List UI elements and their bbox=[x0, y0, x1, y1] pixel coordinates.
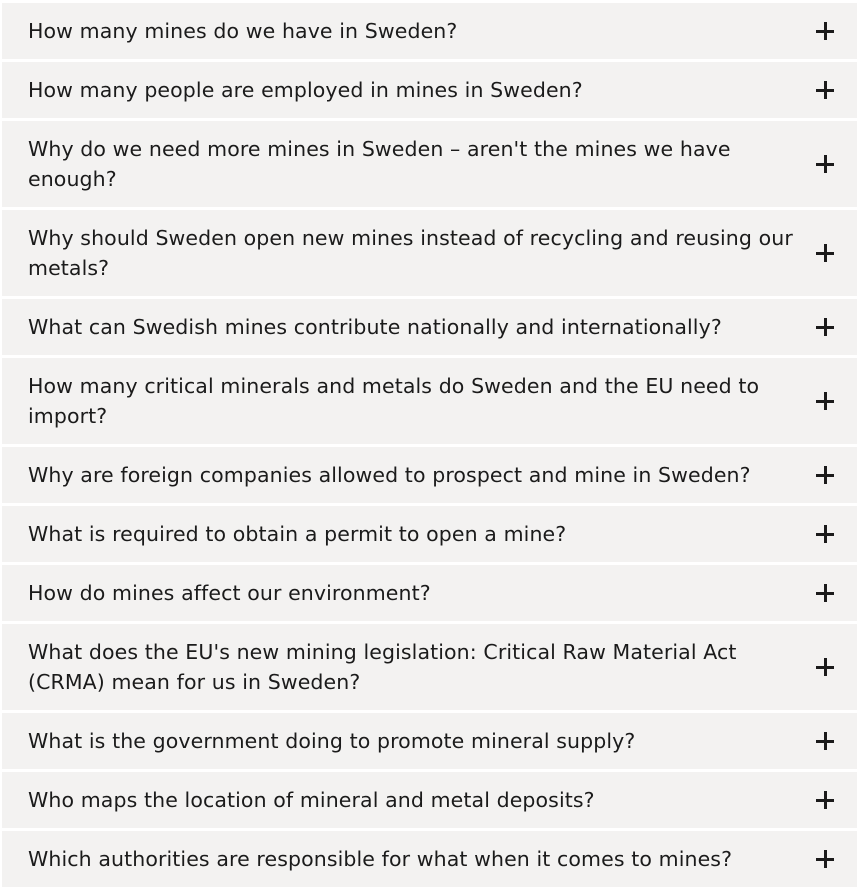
faq-question: Why should Sweden open new mines instead of recycling and reusing our metals? bbox=[28, 226, 793, 280]
faq-item-mine-count[interactable] bbox=[2, 3, 857, 59]
faq-question: How many critical minerals and metals do Sweden and the EU need to import? bbox=[28, 374, 760, 428]
plus-icon[interactable] bbox=[815, 465, 835, 485]
faq-question: What is the government doing to promote mineral supply? bbox=[28, 729, 636, 753]
faq-question: Why do we need more mines in Sweden – aren't the mines we have enough? bbox=[28, 137, 731, 191]
faq-item-mapping[interactable] bbox=[2, 772, 857, 828]
plus-icon[interactable] bbox=[815, 731, 835, 751]
faq-item-employment[interactable] bbox=[2, 62, 857, 118]
plus-icon[interactable] bbox=[815, 154, 835, 174]
faq-question: Why are foreign companies allowed to prospect and mine in Sweden? bbox=[28, 463, 751, 487]
faq-question: What is required to obtain a permit to open a mine? bbox=[28, 522, 567, 546]
faq-question: What can Swedish mines contribute nationally and internationally? bbox=[28, 315, 722, 339]
plus-icon[interactable] bbox=[815, 21, 835, 41]
plus-icon[interactable] bbox=[815, 657, 835, 677]
faq-item-crma[interactable] bbox=[2, 624, 857, 710]
plus-icon[interactable] bbox=[815, 790, 835, 810]
plus-icon[interactable] bbox=[815, 243, 835, 263]
faq-item-contribution[interactable] bbox=[2, 299, 857, 355]
faq-accordion bbox=[2, 3, 857, 887]
faq-item-environment[interactable] bbox=[2, 565, 857, 621]
faq-item-critical-minerals[interactable] bbox=[2, 358, 857, 444]
plus-icon[interactable] bbox=[815, 524, 835, 544]
plus-icon[interactable] bbox=[815, 317, 835, 337]
faq-question: Who maps the location of mineral and metal deposits? bbox=[28, 788, 595, 812]
faq-item-recycling[interactable] bbox=[2, 210, 857, 296]
faq-item-permit[interactable] bbox=[2, 506, 857, 562]
faq-item-need-more-mines[interactable] bbox=[2, 121, 857, 207]
plus-icon[interactable] bbox=[815, 80, 835, 100]
faq-item-authorities[interactable] bbox=[2, 831, 857, 887]
faq-question: How many people are employed in mines in Sweden? bbox=[28, 78, 583, 102]
faq-item-government[interactable] bbox=[2, 713, 857, 769]
plus-icon[interactable] bbox=[815, 849, 835, 869]
faq-question: Which authorities are responsible for what when it comes to mines? bbox=[28, 847, 733, 871]
faq-item-foreign-companies[interactable] bbox=[2, 447, 857, 503]
faq-question: How many mines do we have in Sweden? bbox=[28, 19, 458, 43]
faq-question: What does the EU's new mining legislation: Critical Raw Material Act (CRMA) mean for us in Sweden? bbox=[28, 640, 737, 694]
plus-icon[interactable] bbox=[815, 583, 835, 603]
plus-icon[interactable] bbox=[815, 391, 835, 411]
faq-question: How do mines affect our environment? bbox=[28, 581, 431, 605]
